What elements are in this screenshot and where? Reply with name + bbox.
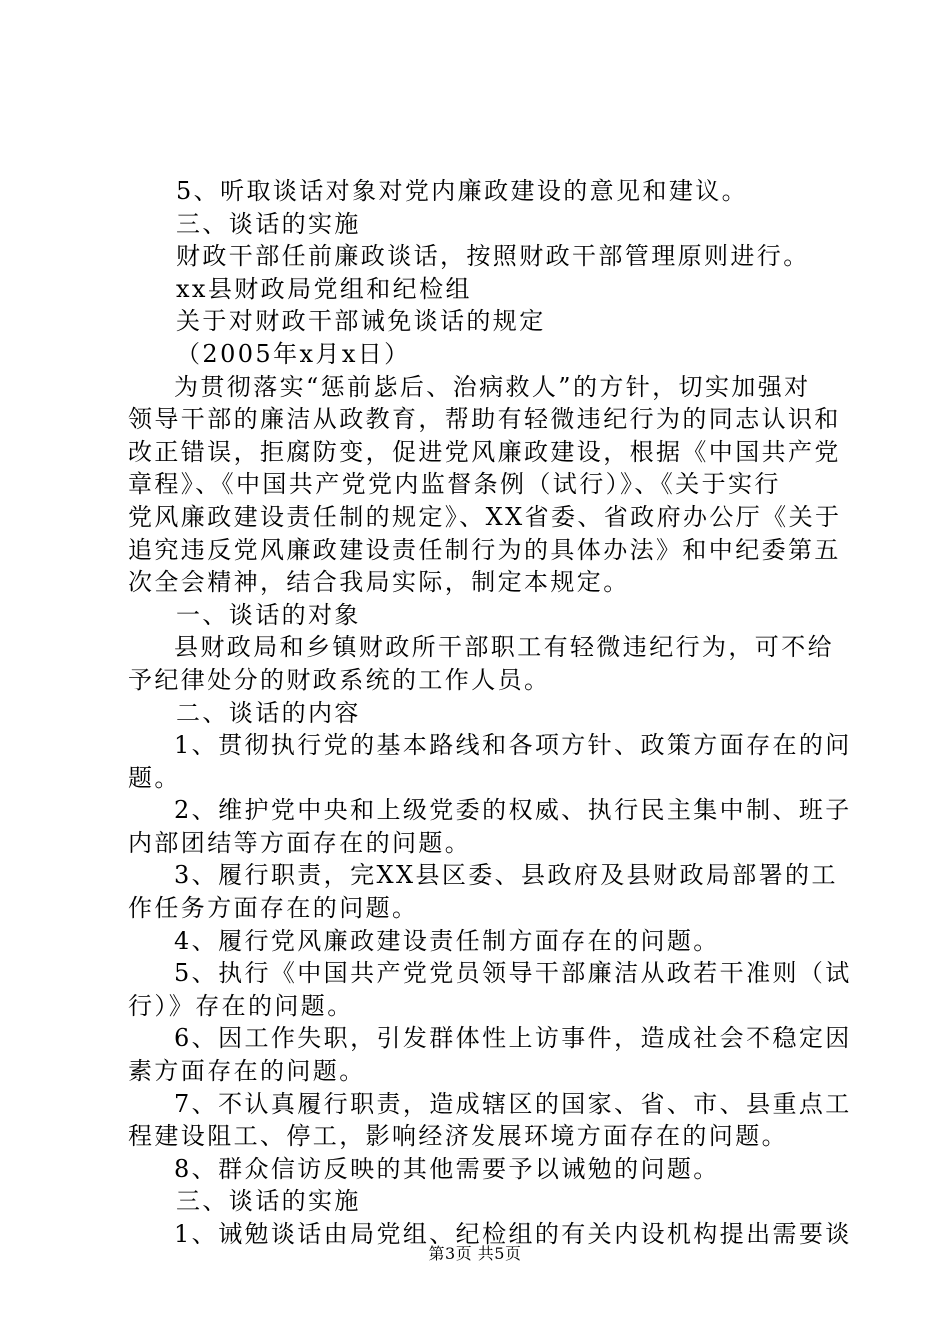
text-line: 行）》存在的问题。 <box>128 991 354 1020</box>
text-line: 5、执行《中国共产党党员领导干部廉洁从政若干准则（试 <box>174 959 852 988</box>
text-line: 三、谈话的实施 <box>176 209 361 238</box>
text-line: 6、因工作失职，引发群体性上访事件，造成社会不稳定因 <box>174 1024 852 1053</box>
page-number: 第3页 共5页 <box>428 1244 522 1263</box>
text-line: 二、谈话的内容 <box>176 698 361 727</box>
text-line: xx县财政局党组和纪检组 <box>176 274 472 303</box>
text-line: （2005年x月x日） <box>176 339 411 368</box>
text-line: 1、诫勉谈话由局党组、纪检组的有关内设机构提出需要谈 <box>174 1220 852 1248</box>
text-line: 予纪律处分的财政系统的工作人员。 <box>128 665 551 694</box>
page-footer <box>0 1244 950 1264</box>
text-line: 一、谈话的对象 <box>176 600 361 629</box>
text-line: 关于对财政干部诫免谈话的规定 <box>176 307 546 336</box>
text-line: 2、维护党中央和上级党委的权威、执行民主集中制、班子 <box>174 796 852 825</box>
text-line: 次全会精神，结合我局实际，制定本规定。 <box>128 568 630 597</box>
document-body <box>128 175 852 1251</box>
text-line: 题。 <box>128 763 181 792</box>
text-line: 程建设阻工、停工，影响经济发展环境方面存在的问题。 <box>128 1122 788 1151</box>
text-line: 领导干部的廉洁从政教育，帮助有轻微违纪行为的同志认识和 <box>128 405 841 434</box>
text-line: 章程》、《中国共产党党内监督条例（试行）》、《关于实行 <box>128 470 781 499</box>
text-line: 财政干部任前廉政谈话，按照财政干部管理原则进行。 <box>176 242 810 271</box>
text-line: 内部团结等方面存在的问题。 <box>128 828 472 857</box>
text-line: 素方面存在的问题。 <box>128 1057 366 1086</box>
text-line: 党风廉政建设责任制的规定》、XX省委、省政府办公厅《关于 <box>128 502 842 531</box>
text-line: 作任务方面存在的问题。 <box>128 894 419 923</box>
text-line: 5、听取谈话对象对党内廉政建设的意见和建议。 <box>176 177 749 205</box>
text-line: 7、不认真履行职责，造成辖区的国家、省、市、县重点工 <box>174 1089 852 1118</box>
text-line: 1、贯彻执行党的基本路线和各项方针、政策方面存在的问 <box>174 731 852 760</box>
text-line: 三、谈话的实施 <box>176 1187 361 1216</box>
text-line: 3、履行职责，完XX县区委、县政府及县财政局部署的工 <box>174 861 838 890</box>
text-line: 改正错误，拒腐防变，促进党风廉政建设，根据《中国共产党 <box>128 437 841 466</box>
text-line: 追究违反党风廉政建设责任制行为的具体办法》和中纪委第五 <box>128 535 841 564</box>
text-line: 8、群众信访反映的其他需要予以诫勉的问题。 <box>174 1154 720 1183</box>
text-line: 4、履行党风廉政建设责任制方面存在的问题。 <box>174 926 720 955</box>
text-line: 为贯彻落实“惩前毖后、治病救人”的方针，切实加强对 <box>174 372 811 401</box>
text-line: 县财政局和乡镇财政所干部职工有轻微违纪行为，可不给 <box>174 633 834 662</box>
